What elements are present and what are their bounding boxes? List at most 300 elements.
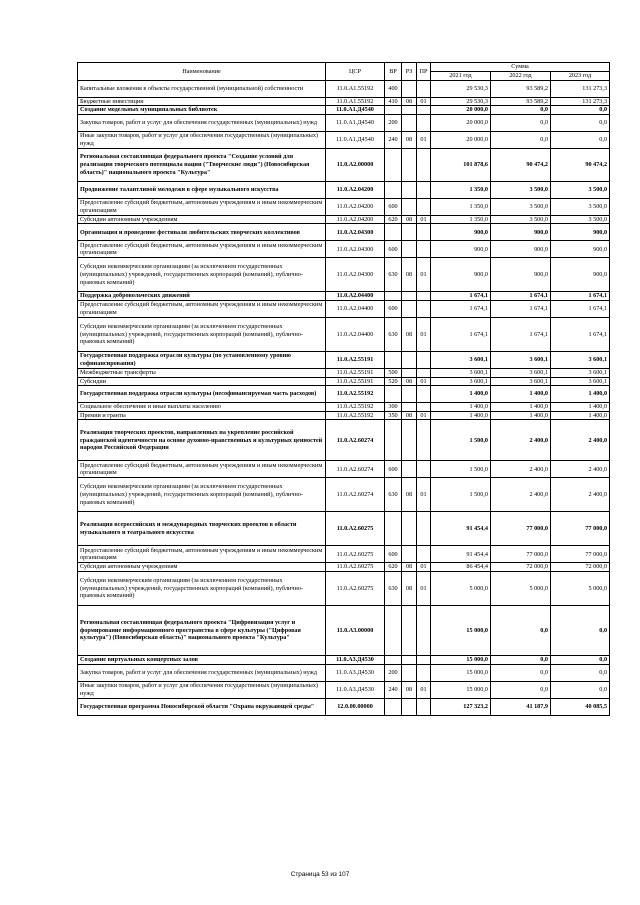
row-rz <box>402 181 417 198</box>
row-vr <box>385 351 402 368</box>
row-value-2023: 0,0 <box>551 655 610 664</box>
row-vr: 600 <box>385 546 402 563</box>
budget-table <box>77 62 610 716</box>
row-csr: 11.0.А2.60275 <box>326 563 385 572</box>
row-vr: 600 <box>385 241 402 258</box>
row-value-2023: 131 273,3 <box>551 97 610 106</box>
row-value-2021: 127 323,2 <box>431 698 491 715</box>
row-vr: 240 <box>385 681 402 698</box>
row-value-2023: 1 674,1 <box>551 300 610 317</box>
row-rz: 08 <box>402 571 417 605</box>
table-row <box>78 386 610 403</box>
row-name: Предоставление субсидий бюджетным, автономным учреждениям и иным некоммерческим организациям <box>78 461 326 478</box>
table-body <box>78 80 610 715</box>
table-row <box>78 292 610 301</box>
row-rz: 08 <box>402 377 417 386</box>
row-csr: 11.0.А3.Д4530 <box>326 664 385 681</box>
row-csr: 11.0.А2.04200 <box>326 181 385 198</box>
row-rz <box>402 698 417 715</box>
row-value-2023: 1 674,1 <box>551 317 610 351</box>
row-value-2021: 1 400,0 <box>431 386 491 403</box>
row-value-2021: 1 500,0 <box>431 461 491 478</box>
table-row <box>78 478 610 512</box>
row-csr: 11.0.А2.60274 <box>326 420 385 461</box>
row-pr: 01 <box>417 478 431 512</box>
row-value-2023: 0,0 <box>551 114 610 131</box>
row-name: Предоставление субсидий бюджетным, автономным учреждениям и иным некоммерческим организациям <box>78 546 326 563</box>
row-value-2023: 2 400,0 <box>551 420 610 461</box>
row-vr <box>385 512 402 546</box>
row-csr: 11.0.А2.55192 <box>326 386 385 403</box>
row-csr: 11.0.А2.00000 <box>326 148 385 181</box>
row-vr: 630 <box>385 571 402 605</box>
header-year-2021: 2021 год <box>431 71 491 80</box>
row-vr <box>385 292 402 301</box>
row-value-2022: 900,0 <box>491 224 551 241</box>
row-value-2021: 3 600,1 <box>431 351 491 368</box>
table-row <box>78 241 610 258</box>
row-pr <box>417 114 431 131</box>
row-value-2023: 5 000,0 <box>551 571 610 605</box>
row-pr <box>417 386 431 403</box>
row-name: Субсидии автономным учреждениям <box>78 563 326 572</box>
table-row <box>78 351 610 368</box>
row-csr: 11.0.А1.Д4540 <box>326 114 385 131</box>
row-pr <box>417 368 431 377</box>
row-csr: 11.0.А2.04400 <box>326 300 385 317</box>
row-name: Региональная составляющая федерального проекта "Цифровизация услуг и формирование информационного пространства в сфере культуры ("Цифровая культура") (Новосибирская область)" национального проекта "Культура" <box>78 605 326 655</box>
row-csr: 11.0.А1.55192 <box>326 80 385 97</box>
row-value-2023: 90 474,2 <box>551 148 610 181</box>
row-value-2022: 93 589,2 <box>491 97 551 106</box>
table-header <box>78 63 610 81</box>
table-row <box>78 368 610 377</box>
row-value-2023: 72 000,0 <box>551 563 610 572</box>
table-row <box>78 605 610 655</box>
row-value-2021: 3 600,1 <box>431 377 491 386</box>
row-value-2022: 1 674,1 <box>491 317 551 351</box>
row-vr <box>385 698 402 715</box>
row-name: Закупка товаров, работ и услуг для обеспечения государственных (муниципальных) нужд <box>78 664 326 681</box>
row-name: Закупка товаров, работ и услуг для обеспечения государственных (муниципальных) нужд <box>78 114 326 131</box>
row-pr <box>417 106 431 115</box>
row-value-2022: 0,0 <box>491 664 551 681</box>
table-row <box>78 461 610 478</box>
row-name: Государственная поддержка отрасли культуры (по установленному уровню софинансирования) <box>78 351 326 368</box>
row-csr: 11.0.А2.04200 <box>326 215 385 224</box>
row-pr: 01 <box>417 317 431 351</box>
row-value-2021: 15 000,0 <box>431 605 491 655</box>
row-value-2021: 15 000,0 <box>431 664 491 681</box>
row-name: Государственная программа Новосибирской области "Охрана окружающей среды" <box>78 698 326 715</box>
row-rz <box>402 546 417 563</box>
row-value-2021: 1 350,0 <box>431 198 491 215</box>
row-name: Организация и проведение фестиваля любительских творческих коллективов <box>78 224 326 241</box>
table-row <box>78 258 610 292</box>
row-name: Реализация всероссийских и международных творческих проектов в области музыкального и театрального искусства <box>78 512 326 546</box>
row-csr: 11.0.А2.55191 <box>326 377 385 386</box>
row-csr: 11.0.А2.04400 <box>326 317 385 351</box>
row-value-2021: 101 878,6 <box>431 148 491 181</box>
row-value-2022: 90 474,2 <box>491 148 551 181</box>
table-row <box>78 571 610 605</box>
table-row <box>78 403 610 412</box>
table-row <box>78 512 610 546</box>
row-vr: 600 <box>385 300 402 317</box>
row-vr: 240 <box>385 131 402 148</box>
row-vr: 500 <box>385 368 402 377</box>
row-pr: 01 <box>417 563 431 572</box>
row-vr: 630 <box>385 317 402 351</box>
row-value-2022: 3 500,0 <box>491 215 551 224</box>
row-vr <box>385 148 402 181</box>
row-value-2023: 3 600,1 <box>551 351 610 368</box>
row-value-2021: 1 500,0 <box>431 420 491 461</box>
row-csr: 11.0.А2.55192 <box>326 411 385 420</box>
table-row <box>78 420 610 461</box>
row-name: Государственная поддержка отрасли культуры (несофинансируемая часть расходов) <box>78 386 326 403</box>
row-pr: 01 <box>417 571 431 605</box>
row-value-2023: 40 085,5 <box>551 698 610 715</box>
row-rz: 08 <box>402 215 417 224</box>
row-pr <box>417 292 431 301</box>
row-value-2022: 900,0 <box>491 258 551 292</box>
row-value-2022: 1 400,0 <box>491 403 551 412</box>
row-rz <box>402 420 417 461</box>
row-value-2021: 900,0 <box>431 224 491 241</box>
row-pr <box>417 546 431 563</box>
row-csr: 11.0.А2.60274 <box>326 478 385 512</box>
header-sum: Сумма <box>431 63 610 72</box>
row-value-2023: 0,0 <box>551 681 610 698</box>
row-vr: 300 <box>385 403 402 412</box>
row-value-2023: 900,0 <box>551 224 610 241</box>
row-rz <box>402 300 417 317</box>
row-value-2023: 131 273,3 <box>551 80 610 97</box>
row-rz: 08 <box>402 317 417 351</box>
row-rz: 08 <box>402 563 417 572</box>
row-vr: 350 <box>385 411 402 420</box>
row-value-2021: 15 000,0 <box>431 655 491 664</box>
row-vr: 620 <box>385 215 402 224</box>
row-pr <box>417 461 431 478</box>
row-pr: 01 <box>417 215 431 224</box>
row-value-2022: 0,0 <box>491 106 551 115</box>
row-csr: 12.0.00.00000 <box>326 698 385 715</box>
row-vr <box>385 420 402 461</box>
row-name: Региональная составляющая федерального проекта "Создание условий для реализации творческого потенциала нации ("Творческие люди") (Новосибирская область)" национального проекта "Культура" <box>78 148 326 181</box>
row-value-2022: 900,0 <box>491 241 551 258</box>
row-csr: 11.0.А1.Д4540 <box>326 131 385 148</box>
row-csr: 11.0.А2.04200 <box>326 198 385 215</box>
table-row <box>78 546 610 563</box>
row-value-2022: 77 000,0 <box>491 512 551 546</box>
row-name: Предоставление субсидий бюджетным, автономным учреждениям и иным некоммерческим организациям <box>78 198 326 215</box>
row-value-2023: 1 400,0 <box>551 386 610 403</box>
row-pr <box>417 420 431 461</box>
row-pr <box>417 655 431 664</box>
row-rz <box>402 386 417 403</box>
row-rz <box>402 351 417 368</box>
row-value-2023: 0,0 <box>551 605 610 655</box>
row-vr <box>385 181 402 198</box>
row-pr: 01 <box>417 681 431 698</box>
header-pr: ПР <box>417 63 431 81</box>
row-value-2021: 1 350,0 <box>431 181 491 198</box>
row-value-2023: 77 000,0 <box>551 512 610 546</box>
row-value-2022: 1 400,0 <box>491 386 551 403</box>
row-value-2021: 20 000,0 <box>431 131 491 148</box>
row-value-2021: 1 400,0 <box>431 403 491 412</box>
header-csr: ЦСР <box>326 63 385 81</box>
row-value-2021: 1 350,0 <box>431 215 491 224</box>
row-name: Социальное обеспечение и иные выплаты населению <box>78 403 326 412</box>
row-rz <box>402 605 417 655</box>
row-value-2021: 1 674,1 <box>431 292 491 301</box>
row-csr: 11.0.А2.04300 <box>326 258 385 292</box>
header-year-2023: 2023 год <box>551 71 610 80</box>
row-rz <box>402 80 417 97</box>
row-rz <box>402 114 417 131</box>
row-name: Создание модельных муниципальных библиотек <box>78 106 326 115</box>
row-value-2021: 900,0 <box>431 241 491 258</box>
row-value-2022: 0,0 <box>491 655 551 664</box>
table-row <box>78 377 610 386</box>
row-vr: 620 <box>385 563 402 572</box>
row-pr <box>417 664 431 681</box>
header-vr: ВР <box>385 63 402 81</box>
table-row <box>78 300 610 317</box>
row-pr <box>417 148 431 181</box>
row-value-2022: 72 000,0 <box>491 563 551 572</box>
row-rz <box>402 655 417 664</box>
row-name: Поддержка добровольческих движений <box>78 292 326 301</box>
row-name: Субсидии некоммерческим организациям (за исключением государственных (муниципальных) учреждений, государственных корпораций (компаний), публично-правовых компаний) <box>78 258 326 292</box>
row-value-2022: 3 600,1 <box>491 368 551 377</box>
row-value-2022: 41 187,9 <box>491 698 551 715</box>
row-csr: 11.0.А2.04300 <box>326 224 385 241</box>
row-name: Субсидии некоммерческим организациям (за исключением государственных (муниципальных) учреждений, государственных корпораций (компаний), публично-правовых компаний) <box>78 478 326 512</box>
row-vr: 630 <box>385 258 402 292</box>
row-value-2021: 29 530,3 <box>431 97 491 106</box>
row-pr <box>417 241 431 258</box>
row-vr: 600 <box>385 198 402 215</box>
row-csr: 11.0.А1.55192 <box>326 97 385 106</box>
row-vr: 200 <box>385 114 402 131</box>
row-csr: 11.0.А2.60275 <box>326 571 385 605</box>
row-vr: 630 <box>385 478 402 512</box>
table-row <box>78 411 610 420</box>
row-value-2021: 86 454,4 <box>431 563 491 572</box>
row-csr: 11.0.А3.00000 <box>326 605 385 655</box>
table-row <box>78 131 610 148</box>
table-row <box>78 148 610 181</box>
header-rz: РЗ <box>402 63 417 81</box>
row-pr <box>417 80 431 97</box>
row-csr: 11.0.А2.55191 <box>326 351 385 368</box>
row-csr: 11.0.А2.60275 <box>326 546 385 563</box>
row-pr <box>417 300 431 317</box>
row-rz: 08 <box>402 411 417 420</box>
row-rz <box>402 198 417 215</box>
row-rz: 08 <box>402 131 417 148</box>
row-value-2021: 91 454,4 <box>431 512 491 546</box>
row-vr <box>385 106 402 115</box>
row-value-2022: 2 400,0 <box>491 461 551 478</box>
row-value-2023: 3 600,1 <box>551 368 610 377</box>
row-name: Бюджетные инвестиции <box>78 97 326 106</box>
row-name: Субсидии автономным учреждениям <box>78 215 326 224</box>
row-rz <box>402 403 417 412</box>
row-value-2022: 0,0 <box>491 681 551 698</box>
row-pr <box>417 512 431 546</box>
row-csr: 11.0.А2.04400 <box>326 292 385 301</box>
row-name: Межбюджетные трансферты <box>78 368 326 377</box>
row-value-2021: 3 600,1 <box>431 368 491 377</box>
row-csr: 11.0.А3.Д4530 <box>326 681 385 698</box>
row-pr <box>417 198 431 215</box>
header-year-2022: 2022 год <box>491 71 551 80</box>
table-row <box>78 698 610 715</box>
table-row <box>78 97 610 106</box>
row-csr: 11.0.А2.55191 <box>326 368 385 377</box>
row-value-2023: 2 400,0 <box>551 478 610 512</box>
row-rz <box>402 368 417 377</box>
table-row <box>78 215 610 224</box>
row-name: Реализация творческих проектов, направленных на укрепление российской гражданской идентичности на основе духовно-нравственных и культурных ценностей народов Российской Федерации <box>78 420 326 461</box>
row-value-2023: 0,0 <box>551 106 610 115</box>
row-value-2023: 900,0 <box>551 241 610 258</box>
row-rz: 08 <box>402 478 417 512</box>
row-value-2023: 3 500,0 <box>551 215 610 224</box>
row-pr <box>417 181 431 198</box>
row-rz <box>402 461 417 478</box>
row-vr: 520 <box>385 377 402 386</box>
row-value-2021: 29 530,3 <box>431 80 491 97</box>
row-value-2022: 93 589,2 <box>491 80 551 97</box>
row-csr: 11.0.А3.Д4530 <box>326 655 385 664</box>
row-csr: 11.0.А1.Д4540 <box>326 106 385 115</box>
row-vr: 400 <box>385 80 402 97</box>
row-rz: 08 <box>402 681 417 698</box>
row-value-2022: 3 600,1 <box>491 351 551 368</box>
header-name: Наименование <box>78 63 326 81</box>
row-value-2023: 0,0 <box>551 664 610 681</box>
row-vr <box>385 655 402 664</box>
row-value-2023: 2 400,0 <box>551 461 610 478</box>
row-name: Субсидии некоммерческим организациям (за исключением государственных (муниципальных) учреждений, государственных корпораций (компаний), публично-правовых компаний) <box>78 317 326 351</box>
table-row <box>78 114 610 131</box>
row-csr: 11.0.А2.60274 <box>326 461 385 478</box>
row-value-2023: 1 400,0 <box>551 403 610 412</box>
table-row <box>78 224 610 241</box>
row-value-2023: 0,0 <box>551 131 610 148</box>
table-row <box>78 181 610 198</box>
row-value-2022: 77 000,0 <box>491 546 551 563</box>
row-name: Создание виртуальных концертных залов <box>78 655 326 664</box>
row-value-2023: 3 500,0 <box>551 198 610 215</box>
row-value-2022: 1 400,0 <box>491 411 551 420</box>
row-pr: 01 <box>417 131 431 148</box>
row-vr <box>385 386 402 403</box>
row-rz <box>402 292 417 301</box>
row-value-2023: 1 400,0 <box>551 411 610 420</box>
row-value-2021: 900,0 <box>431 258 491 292</box>
row-value-2022: 2 400,0 <box>491 478 551 512</box>
row-rz: 08 <box>402 258 417 292</box>
row-name: Премии и гранты <box>78 411 326 420</box>
row-rz <box>402 224 417 241</box>
row-value-2022: 2 400,0 <box>491 420 551 461</box>
row-name: Иные закупки товаров, работ и услуг для обеспечения государственных (муниципальных) нужд <box>78 681 326 698</box>
row-rz <box>402 512 417 546</box>
row-rz <box>402 106 417 115</box>
row-value-2023: 3 600,1 <box>551 377 610 386</box>
row-value-2022: 1 674,1 <box>491 292 551 301</box>
table-row <box>78 681 610 698</box>
row-value-2022: 1 674,1 <box>491 300 551 317</box>
row-value-2021: 91 454,4 <box>431 546 491 563</box>
row-name: Иные закупки товаров, работ и услуг для обеспечения государственных (муниципальных) нужд <box>78 131 326 148</box>
row-value-2022: 3 500,0 <box>491 181 551 198</box>
table-row <box>78 317 610 351</box>
row-csr: 11.0.А2.60275 <box>326 512 385 546</box>
row-value-2022: 0,0 <box>491 114 551 131</box>
row-value-2022: 0,0 <box>491 605 551 655</box>
row-csr: 11.0.А2.55192 <box>326 403 385 412</box>
table-row <box>78 106 610 115</box>
row-value-2021: 1 500,0 <box>431 478 491 512</box>
row-name: Субсидии некоммерческим организациям (за исключением государственных (муниципальных) учреждений, государственных корпораций (компаний), публично-правовых компаний) <box>78 571 326 605</box>
row-vr <box>385 605 402 655</box>
row-value-2023: 77 000,0 <box>551 546 610 563</box>
row-pr <box>417 351 431 368</box>
row-rz: 08 <box>402 97 417 106</box>
row-pr <box>417 224 431 241</box>
row-pr <box>417 698 431 715</box>
table-row <box>78 80 610 97</box>
row-value-2021: 5 000,0 <box>431 571 491 605</box>
row-value-2023: 3 500,0 <box>551 181 610 198</box>
row-rz <box>402 241 417 258</box>
table-row <box>78 655 610 664</box>
row-name: Предоставление субсидий бюджетным, автономным учреждениям и иным некоммерческим организациям <box>78 300 326 317</box>
row-value-2022: 0,0 <box>491 131 551 148</box>
row-value-2021: 1 674,1 <box>431 317 491 351</box>
row-value-2022: 5 000,0 <box>491 571 551 605</box>
row-value-2021: 20 000,0 <box>431 114 491 131</box>
row-vr: 410 <box>385 97 402 106</box>
row-vr <box>385 224 402 241</box>
row-value-2023: 1 674,1 <box>551 292 610 301</box>
row-value-2021: 1 674,1 <box>431 300 491 317</box>
row-name: Продвижение талантливой молодежи в сфере музыкального искусства <box>78 181 326 198</box>
table-row <box>78 664 610 681</box>
row-value-2022: 3 600,1 <box>491 377 551 386</box>
row-rz <box>402 664 417 681</box>
row-value-2022: 3 500,0 <box>491 198 551 215</box>
row-name: Капитальные вложения в объекты государственной (муниципальной) собственности <box>78 80 326 97</box>
row-name: Субсидии <box>78 377 326 386</box>
row-vr: 200 <box>385 664 402 681</box>
row-value-2021: 1 400,0 <box>431 411 491 420</box>
row-pr: 01 <box>417 258 431 292</box>
row-pr <box>417 605 431 655</box>
row-pr <box>417 403 431 412</box>
row-value-2021: 20 000,0 <box>431 106 491 115</box>
row-rz <box>402 148 417 181</box>
row-value-2023: 900,0 <box>551 258 610 292</box>
